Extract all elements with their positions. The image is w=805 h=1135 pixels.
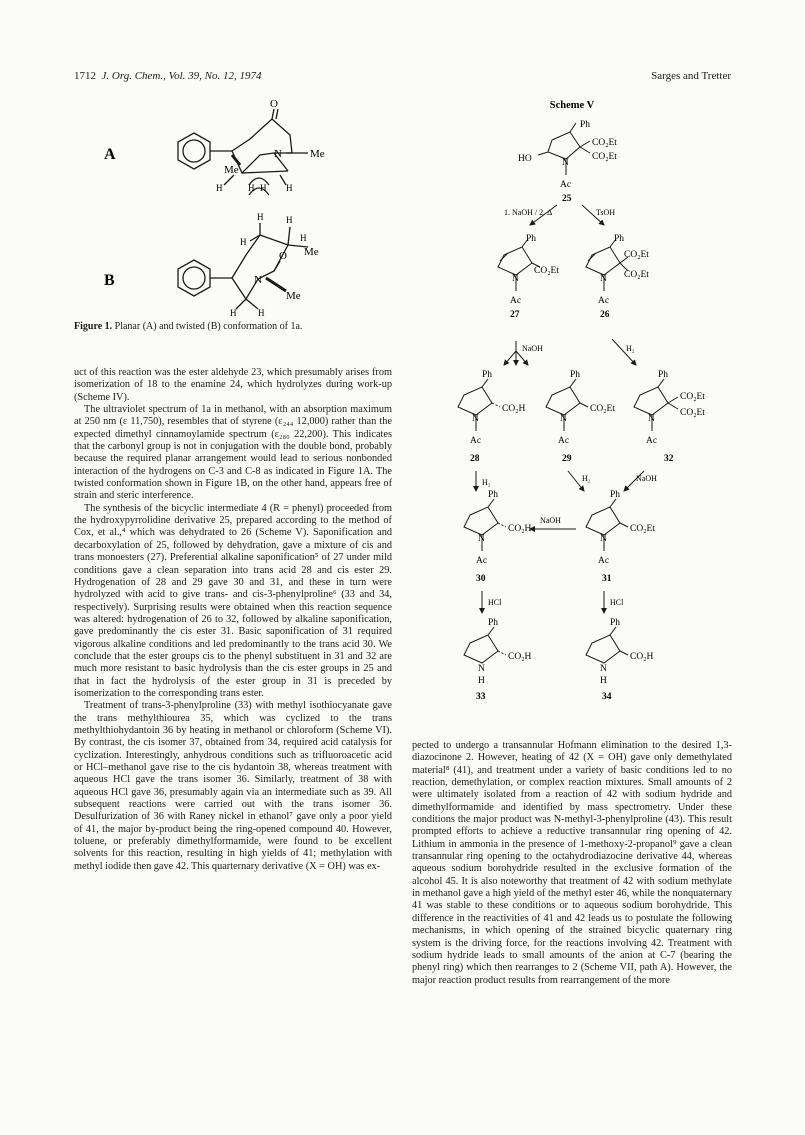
nitrogen-label: N: [600, 534, 607, 544]
phenyl-label: Ph: [610, 490, 621, 500]
reagent-label: NaOH: [636, 474, 657, 483]
acid-label: CO₂H: [508, 652, 532, 662]
ester-label: CO₂Et: [624, 250, 649, 260]
nitrogen-label: N: [560, 414, 567, 424]
acetyl-label: Ac: [558, 436, 570, 446]
oxygen-label: O: [270, 98, 278, 110]
acetyl-label: Ac: [476, 556, 488, 566]
hydrogen-label: H: [300, 233, 307, 243]
figure-1-caption: [74, 321, 302, 332]
phenyl-label: Ph: [488, 490, 499, 500]
compound-number: 31: [602, 574, 612, 584]
phenyl-label: Ph: [526, 234, 537, 244]
body-text-left-column: [74, 367, 392, 873]
paragraph: The ultraviolet spectrum of 1a in methanol, with an absorption maximum at 250 nm (ε 11,750), resembles that of styrene (ε₂₄₄ 12,000) rather than the expected dimethyl cinnamoylamide spectrum (ε₂₈₀ 22,200). This indicates that the carbonyl group is not in conjugation with the double bond, probably because the required planar arrangement would lead to serious nonbonded interaction of the hydrogens on C-3 and C-8 as indicated in Figure 1A. The twisted conformation shown in Figure 1B, on the other hand, appears free of strain and steric interference.: [74, 404, 392, 502]
ester-label: CO₂Et: [680, 392, 705, 402]
compound-number: 32: [664, 454, 674, 464]
nitrogen-label: N: [600, 664, 607, 674]
paragraph: uct of this reaction was the ester aldehyde 23, which presumably arises from isomerization of 18 to the enamine 24, which hydrolyzes during work-up (Scheme IV).: [74, 367, 392, 403]
paragraph: pected to undergo a transannular Hofmann elimination to the desired 1,3-diazocinone 2. However, heating of 42 (X = OH) gave only demethylated material⁸ (41), and treatment under a variety of basic conditions led to no reaction, demethylation, or complex reaction mixtures. Small amounts of 2 were ultimately isolated from a reaction of 42 with sodium hydride and dimethylformamide and identified by mass spectrometry. Under these conditions the major product was N-methyl-3-phenylproline (43). This result prompted efforts to achieve a reductive transannular ring opening of 42. Lithium in ammonia in the presence of 1-methoxy-2-propanol⁹ gave a clean transannular ring opening to the octahydrodiazocine derivative 44, whereas aqueous sodium borohydride resulted in the exclusive formation of the alcohol 45. It is also noteworthy that treatment of 42 with sodium methylate in methanol gave a high yield of the methyl ester 46, while the nonquaternary 41 was stable to these conditions or to aqueous sodium borohydride. This difference in the reactivities of 41 and 42 leads us to postulate the following mechanisms, in which opening of the strained bicyclic quaternary ring system is the driving force, for the reactions involving 42. Treatment with sodium hydride leads to small amounts of the anion at C-7 (bearing the phenyl ring) which then rearranges to 2 (Scheme VII, path A). However, the major reaction product results from rearrangement of the more: [412, 740, 732, 986]
hydrogen-label: H: [230, 308, 237, 317]
nitrogen-label: N: [478, 664, 485, 674]
nitrogen-label: N: [274, 148, 282, 160]
phenyl-label: Ph: [610, 618, 621, 628]
phenyl-label: Ph: [570, 370, 581, 380]
compound-number: 29: [562, 454, 572, 464]
hydrogen-label: H: [257, 212, 264, 222]
acetyl-label: Ac: [560, 180, 572, 190]
acetyl-label: Ac: [646, 436, 658, 446]
acetyl-label: Ac: [598, 556, 610, 566]
nitrogen-label: N: [254, 274, 262, 286]
hydrogen-label: H: [258, 308, 265, 317]
figure-caption-lead: Figure 1.: [74, 321, 113, 332]
ester-label: CO₂Et: [590, 404, 615, 414]
reagent-label: 1. NaOH / 2. Δ: [504, 208, 553, 217]
acid-label: CO₂H: [502, 404, 526, 414]
phenyl-label: Ph: [580, 120, 591, 130]
reagent-label: TsOH: [596, 208, 615, 217]
figure-1: [74, 95, 374, 317]
compound-number: 30: [476, 574, 486, 584]
hydrogen-label: H: [240, 237, 247, 247]
figure-label-b: B: [104, 272, 115, 289]
ester-label: CO₂Et: [630, 524, 655, 534]
nitrogen-label: N: [600, 274, 607, 284]
ester-label: CO₂Et: [592, 152, 617, 162]
scheme-title: Scheme V: [549, 100, 595, 111]
compound-number: 34: [602, 692, 612, 702]
hydrogen-label: H: [286, 183, 293, 193]
running-header-authors: Sarges and Tretter: [651, 70, 731, 82]
hydrogen-label: H: [260, 183, 267, 193]
paragraph: Treatment of trans-3-phenylproline (33) with methyl isothiocyanate gave the trans methylthiourea 35, which was cyclized to the trans methylthiohydantoin 36 by heating in methanol or chloroform (Scheme VI). By contrast, the cis isomer 37, obtained from 34, required acid catalysis for cyclization. Interestingly, anhydrous conditions such as trifluoroacetic acid or HCl–methanol gave rise to the cis hydantoin 38, whereas treatment with aqueous HCl gave the trans isomer 36. Similarly, treatment of 38 with aqueous HCl gave 36, presumably again via an intermediate such as 39. All subsequent reactions were carried out with the trans isomer 36. Desulfurization of 36 with Raney nickel in ethanol⁷ gave only a poor yield of 41, the major by-product being the ring-opened compound 40. However, toluene, or preferably dimethylformamide, were found to be excellent solvents for this reaction, resulting in high yields of 41; methylation with methyl iodide then gave 42. This quarternary derivative (X = OH) was ex-: [74, 700, 392, 872]
hydroxyl-label: HO: [518, 154, 532, 164]
compound-number: 28: [470, 454, 480, 464]
hydrogen-label: H: [478, 676, 485, 686]
figure-caption-text: Planar (A) and twisted (B) conformation of 1a.: [114, 321, 303, 332]
nitrogen-label: N: [562, 158, 569, 168]
phenyl-label: Ph: [482, 370, 493, 380]
reagent-label: H₂: [582, 474, 591, 483]
wedge-bond: [266, 278, 286, 291]
reagent-label: NaOH: [522, 344, 543, 353]
phenyl-label: Ph: [488, 618, 499, 628]
reagent-label: H₂: [626, 344, 635, 353]
page-number: 1712: [74, 70, 96, 82]
compound-number: 27: [510, 310, 520, 320]
hydrogen-label: H: [248, 183, 255, 193]
reagent-label: NaOH: [540, 516, 561, 525]
compound-number: 25: [562, 194, 572, 204]
reagent-label: H₂: [482, 478, 491, 487]
body-text-right-column: [412, 740, 732, 987]
oxygen-label: O: [279, 250, 287, 262]
nitrogen-label: N: [478, 534, 485, 544]
reagent-label: HCl: [488, 598, 502, 607]
acetyl-label: Ac: [598, 296, 610, 306]
nitrogen-label: N: [472, 414, 479, 424]
methyl-label: Me: [310, 148, 325, 160]
hydrogen-label: H: [286, 215, 293, 225]
ester-label: CO₂Et: [534, 266, 559, 276]
acetyl-label: Ac: [470, 436, 482, 446]
compound-number: 26: [600, 310, 610, 320]
running-header-left: [74, 70, 262, 82]
ester-label: CO₂Et: [680, 408, 705, 418]
scheme-v: [412, 95, 732, 725]
reagent-label: HCl: [610, 598, 624, 607]
acid-label: CO₂H: [508, 524, 532, 534]
methyl-label: Me: [304, 246, 319, 258]
hydrogen-label: H: [216, 183, 223, 193]
methyl-label: Me: [286, 290, 301, 302]
compound-number: 33: [476, 692, 486, 702]
nitrogen-label: N: [648, 414, 655, 424]
hydrogen-label: H: [600, 676, 607, 686]
acid-label: CO₂H: [630, 652, 654, 662]
acetyl-label: Ac: [510, 296, 522, 306]
phenyl-label: Ph: [658, 370, 669, 380]
nitrogen-label: N: [512, 274, 519, 284]
journal-citation: J. Org. Chem., Vol. 39, No. 12, 1974: [101, 70, 262, 82]
figure-label-a: A: [104, 146, 116, 163]
methyl-label: Me: [224, 164, 239, 176]
paragraph: The synthesis of the bicyclic intermediate 4 (R = phenyl) proceeded from the hydroxypyrrolidine derivative 25, prepared according to the method of Cox, et al.,⁴ which was dehydrated to 26 (Scheme V). Saponification and decarboxylation of 25, followed by dehydration, gave a mixture of cis and trans monoesters (27). Preferential alkaline saponification⁵ of 27 under mild conditions gave a clean separation into trans acid 28 and cis ester 29. Hydrogenation of 28 and 29 gave 30 and 31, and these in turn were hydrolyzed with acid to give trans- and cis-3-phenylproline⁶ (33 and 34, respectively). Surprising results were obtained when this reaction sequence was altered: hydrogenation of 26 to 32, followed by alkaline saponification, gave predominantly the cis ester 31. Basic saponification of 31 required vigorous alkaline conditions and led predominantly to the trans acid 30. We conclude that the ester groups cis to the phenyl substituent in 31 and 32 are much more resistant to basic hydrolysis than the cis ester groups in 25 and that in fact the hydrolysis of the ester group in 31 is preceded by isomerization to the corresponding trans ester.: [74, 502, 392, 699]
ester-label: CO₂Et: [592, 138, 617, 148]
phenyl-label: Ph: [614, 234, 625, 244]
ester-label: CO₂Et: [624, 270, 649, 280]
